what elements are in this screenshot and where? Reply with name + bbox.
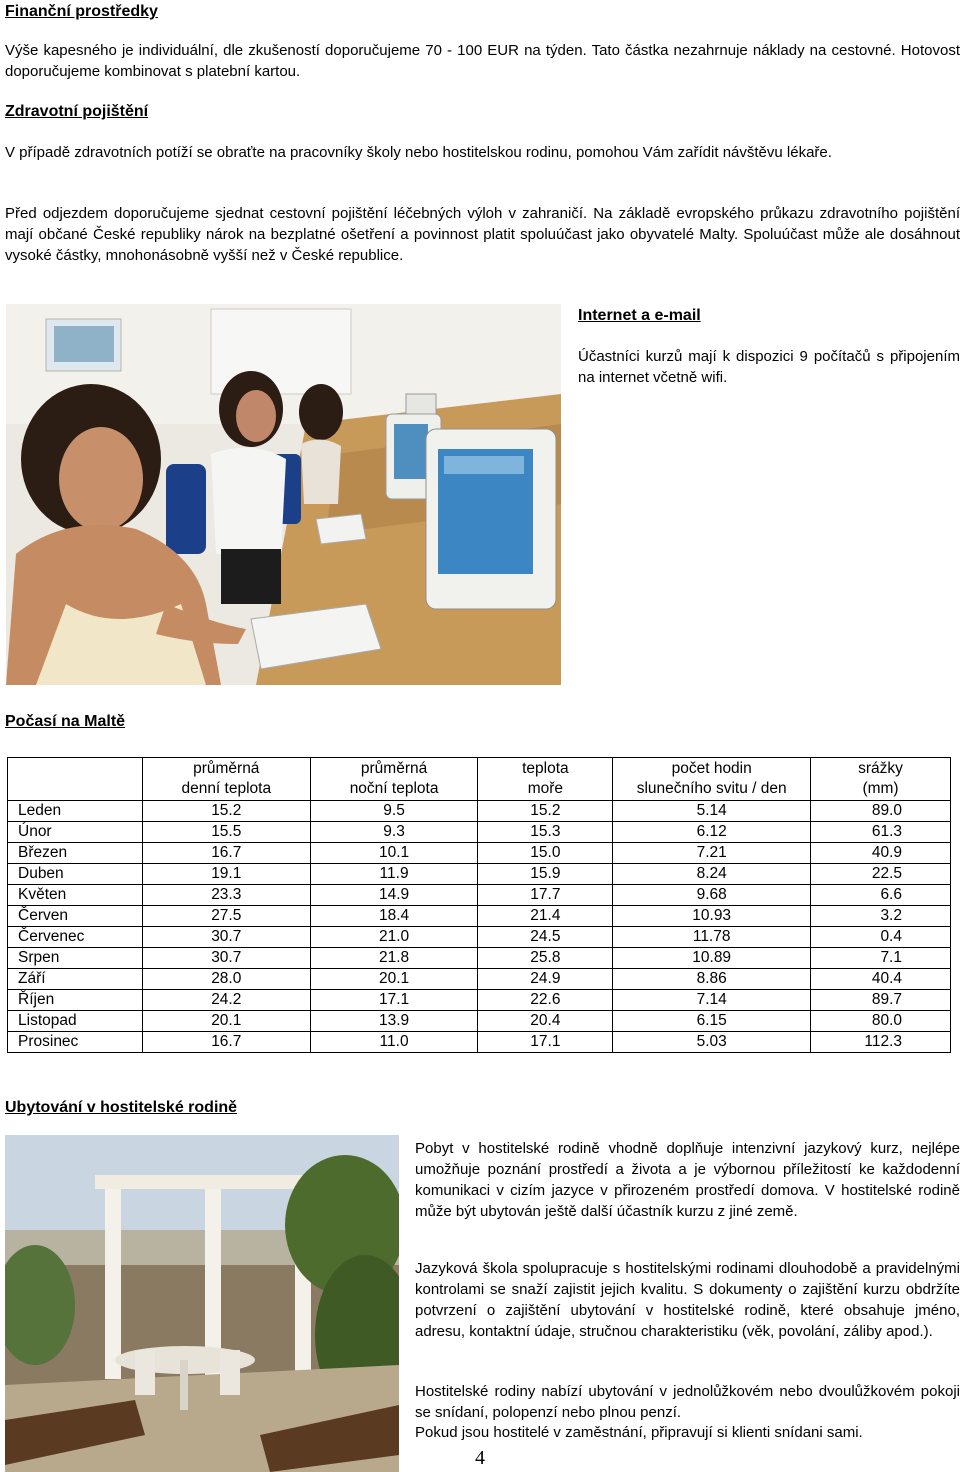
month-cell: Únor bbox=[8, 822, 143, 843]
value-cell: 40.4 bbox=[811, 969, 951, 990]
page-number: 4 bbox=[475, 1447, 485, 1469]
value-cell: 6.6 bbox=[811, 885, 951, 906]
table-row bbox=[8, 822, 951, 843]
value-cell: 61.3 bbox=[811, 822, 951, 843]
value-cell: 16.7 bbox=[142, 1032, 310, 1053]
month-cell: Prosinec bbox=[8, 1032, 143, 1053]
internet-text: Účastníci kurzů mají k dispozici 9 počítačů s připojením na internet včetně wifi. bbox=[578, 348, 960, 386]
finance-text: Výše kapesného je individuální, dle zkušeností doporučujeme 70 - 100 EUR na týden. Tato částka nezahrnuje náklady na cestovné. Hotovost doporučujeme kombinovat s platební kartou. bbox=[5, 42, 960, 80]
value-cell: 18.4 bbox=[310, 906, 478, 927]
value-cell: 11.0 bbox=[310, 1032, 478, 1053]
weather-header-cell bbox=[8, 758, 143, 801]
value-cell: 17.1 bbox=[478, 1032, 613, 1053]
weather-header-cell: srážky (mm) bbox=[811, 758, 951, 801]
value-cell: 9.3 bbox=[310, 822, 478, 843]
table-row bbox=[8, 1032, 951, 1053]
value-cell: 30.7 bbox=[142, 927, 310, 948]
month-cell: Červenec bbox=[8, 927, 143, 948]
month-cell: Leden bbox=[8, 801, 143, 822]
value-cell: 0.4 bbox=[811, 927, 951, 948]
table-row bbox=[8, 1011, 951, 1032]
value-cell: 17.7 bbox=[478, 885, 613, 906]
value-cell: 10.89 bbox=[613, 948, 811, 969]
value-cell: 20.4 bbox=[478, 1011, 613, 1032]
value-cell: 27.5 bbox=[142, 906, 310, 927]
internet-heading: Internet a e-mail bbox=[578, 307, 701, 324]
value-cell: 17.1 bbox=[310, 990, 478, 1011]
value-cell: 10.1 bbox=[310, 843, 478, 864]
health-paragraph-1: V případě zdravotních potíží se obraťte na pracovníky školy nebo hostitelskou rodinu, pomohou Vám zařídit návštěvu lékaře. bbox=[5, 144, 832, 161]
value-cell: 89.0 bbox=[811, 801, 951, 822]
table-row bbox=[8, 801, 951, 822]
value-cell: 22.6 bbox=[478, 990, 613, 1011]
month-cell: Září bbox=[8, 969, 143, 990]
value-cell: 15.0 bbox=[478, 843, 613, 864]
value-cell: 13.9 bbox=[310, 1011, 478, 1032]
value-cell: 15.9 bbox=[478, 864, 613, 885]
month-cell: Listopad bbox=[8, 1011, 143, 1032]
month-cell: Květen bbox=[8, 885, 143, 906]
table-row bbox=[8, 906, 951, 927]
value-cell: 11.78 bbox=[613, 927, 811, 948]
value-cell: 8.24 bbox=[613, 864, 811, 885]
accommodation-paragraph-2: Jazyková škola spolupracuje s hostitelskými rodinami dlouhodobě a pravidelnými kontrolami se snaží zajistit jejich kvalitu. S dokumenty o zajištění kurzu obdržíte potvrzení o zajištění ubytování v hostitelské rodině, které obsahuje jméno, adresu, kontaktní údaje, stručnou charakteristiku (věk, povolání, záliby apod.). bbox=[415, 1260, 960, 1340]
finance-heading: Finanční prostředky bbox=[5, 3, 158, 20]
accommodation-paragraph-3: Hostitelské rodiny nabízí ubytování v jednolůžkovém nebo dvoulůžkovém pokoji se snídaní, polopenzí nebo plnou penzí. bbox=[415, 1383, 960, 1421]
month-cell: Říjen bbox=[8, 990, 143, 1011]
value-cell: 7.14 bbox=[613, 990, 811, 1011]
value-cell: 30.7 bbox=[142, 948, 310, 969]
table-row bbox=[8, 948, 951, 969]
table-row bbox=[8, 969, 951, 990]
value-cell: 20.1 bbox=[142, 1011, 310, 1032]
value-cell: 112.3 bbox=[811, 1032, 951, 1053]
weather-table-header-row bbox=[8, 758, 951, 801]
value-cell: 24.9 bbox=[478, 969, 613, 990]
weather-table bbox=[7, 757, 951, 1053]
table-row bbox=[8, 885, 951, 906]
value-cell: 10.93 bbox=[613, 906, 811, 927]
value-cell: 19.1 bbox=[142, 864, 310, 885]
weather-header-cell: průměrná denní teplota bbox=[142, 758, 310, 801]
value-cell: 24.2 bbox=[142, 990, 310, 1011]
month-cell: Duben bbox=[8, 864, 143, 885]
month-cell: Červen bbox=[8, 906, 143, 927]
value-cell: 14.9 bbox=[310, 885, 478, 906]
value-cell: 5.03 bbox=[613, 1032, 811, 1053]
value-cell: 15.2 bbox=[142, 801, 310, 822]
value-cell: 23.3 bbox=[142, 885, 310, 906]
value-cell: 7.21 bbox=[613, 843, 811, 864]
table-row bbox=[8, 927, 951, 948]
host-family-patio-photo bbox=[5, 1135, 399, 1472]
accommodation-heading: Ubytování v hostitelské rodině bbox=[5, 1099, 238, 1116]
weather-table-body bbox=[8, 801, 951, 1053]
table-row bbox=[8, 990, 951, 1011]
computer-room-photo bbox=[6, 304, 561, 685]
value-cell: 20.1 bbox=[310, 969, 478, 990]
value-cell: 6.15 bbox=[613, 1011, 811, 1032]
value-cell: 8.86 bbox=[613, 969, 811, 990]
value-cell: 15.2 bbox=[478, 801, 613, 822]
value-cell: 25.8 bbox=[478, 948, 613, 969]
value-cell: 9.5 bbox=[310, 801, 478, 822]
value-cell: 15.5 bbox=[142, 822, 310, 843]
month-cell: Březen bbox=[8, 843, 143, 864]
accommodation-paragraph-1: Pobyt v hostitelské rodině vhodně doplňuje intenzivní jazykový kurz, nejlépe umožňuje poznání prostředí a života a je výbornou příležitostí ke každodenní komunikaci v cizím jazyce v přirozeném prostředí domova. V hostitelské rodině může být ubytován ještě další účastník kurzu z jiné země. bbox=[415, 1140, 960, 1220]
value-cell: 40.9 bbox=[811, 843, 951, 864]
value-cell: 21.8 bbox=[310, 948, 478, 969]
value-cell: 11.9 bbox=[310, 864, 478, 885]
weather-header-cell: teplota moře bbox=[478, 758, 613, 801]
value-cell: 89.7 bbox=[811, 990, 951, 1011]
value-cell: 16.7 bbox=[142, 843, 310, 864]
value-cell: 3.2 bbox=[811, 906, 951, 927]
value-cell: 21.4 bbox=[478, 906, 613, 927]
weather-header-cell: počet hodin slunečního svitu / den bbox=[613, 758, 811, 801]
value-cell: 80.0 bbox=[811, 1011, 951, 1032]
value-cell: 28.0 bbox=[142, 969, 310, 990]
value-cell: 9.68 bbox=[613, 885, 811, 906]
weather-header-cell: průměrná noční teplota bbox=[310, 758, 478, 801]
value-cell: 24.5 bbox=[478, 927, 613, 948]
value-cell: 15.3 bbox=[478, 822, 613, 843]
health-paragraph-2: Před odjezdem doporučujeme sjednat cestovní pojištění léčebných výloh v zahraničí. Na základě evropského průkazu zdravotního pojištění mají občané České republiky nárok na bezplatné ošetření a povinnost platit spoluúčast jako obyvatelé Malty. Spoluúčast může ale dosáhnout vysoké částky, mnohonásobně vyšší než v České republice. bbox=[5, 205, 960, 264]
value-cell: 7.1 bbox=[811, 948, 951, 969]
value-cell: 5.14 bbox=[613, 801, 811, 822]
accommodation-paragraph-4: Pokud jsou hostitelé v zaměstnání, připravují si klienti snídani sami. bbox=[415, 1424, 863, 1441]
value-cell: 22.5 bbox=[811, 864, 951, 885]
value-cell: 6.12 bbox=[613, 822, 811, 843]
month-cell: Srpen bbox=[8, 948, 143, 969]
table-row bbox=[8, 864, 951, 885]
weather-heading: Počasí na Maltě bbox=[5, 713, 126, 730]
health-heading: Zdravotní pojištění bbox=[5, 103, 149, 120]
table-row bbox=[8, 843, 951, 864]
value-cell: 21.0 bbox=[310, 927, 478, 948]
